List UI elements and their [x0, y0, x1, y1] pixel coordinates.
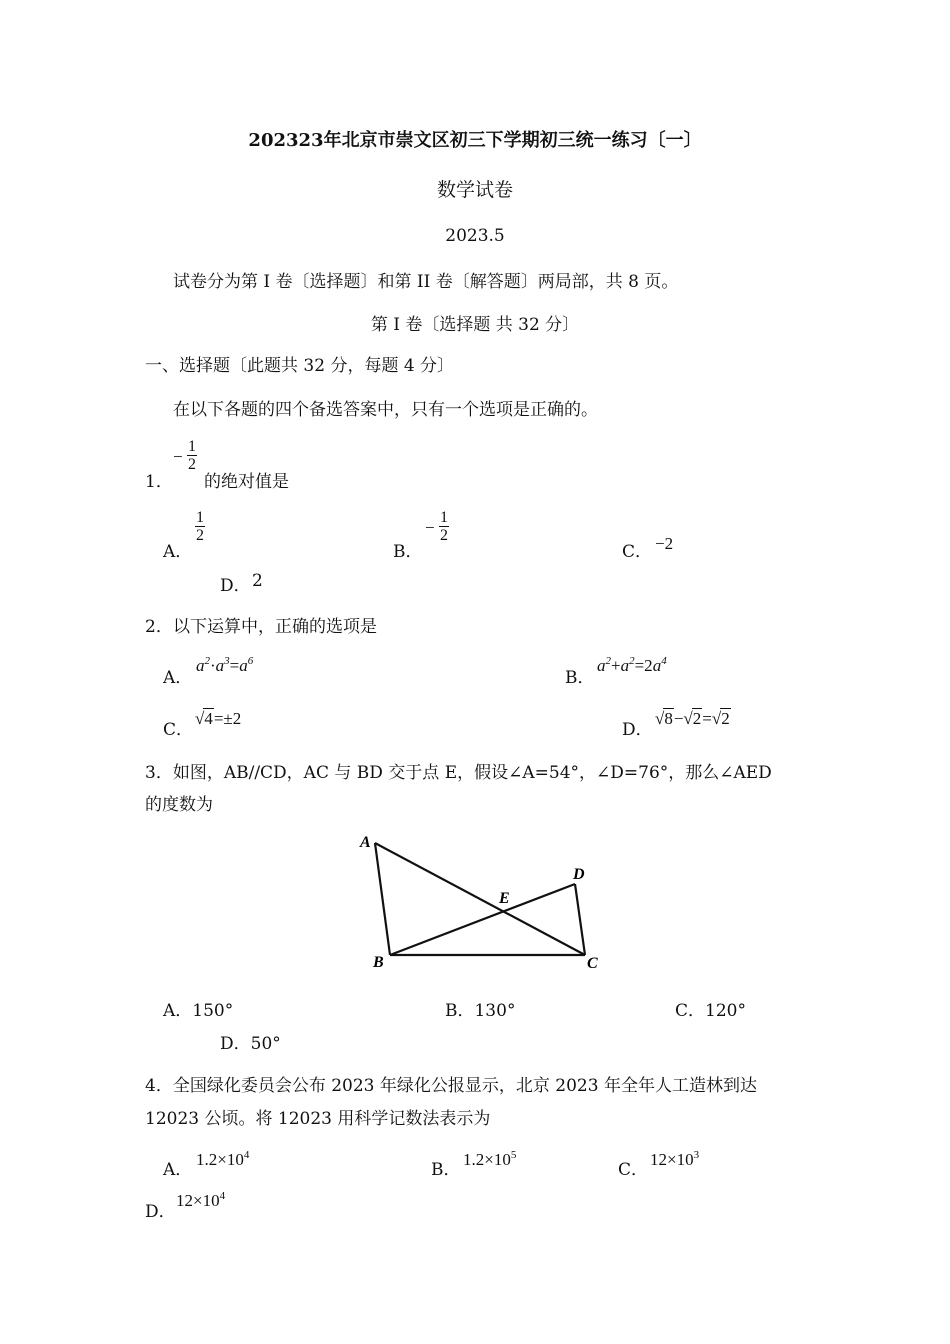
exam-date: 2023.5 — [445, 226, 505, 246]
option-a-label: A． — [163, 542, 193, 562]
option-a-fraction — [195, 509, 205, 544]
option-d-label: D． — [622, 720, 653, 740]
mantissa: 1.2×10 — [196, 1150, 244, 1169]
question-stem: 的绝对值是 — [204, 472, 289, 492]
fraction-denominator: 2 — [188, 456, 196, 473]
fraction-numerator: 1 — [196, 509, 204, 526]
option-b-formula: $a^2+a^2=2a^4$ — [597, 655, 667, 675]
fraction-denominator: 2 — [440, 527, 448, 544]
exponent: 4 — [243, 1149, 250, 1161]
mantissa: 1.2×10 — [463, 1150, 511, 1169]
label-d: D — [573, 866, 585, 883]
section-heading: 一、选择题〔此题共 32 分，每题 4 分〕 — [145, 356, 455, 376]
fraction-denominator: 2 — [196, 527, 204, 544]
question-stem-line-2: 12023 公顷。将 12023 用科学记数法表示为 — [145, 1109, 491, 1129]
option-a-label: A． — [163, 668, 193, 688]
segment-ab — [375, 843, 390, 955]
option-c-label: C． — [618, 1160, 649, 1180]
document-title: 202323年北京市崇文区初三下学期初三统一练习〔一〕 — [248, 130, 702, 151]
option-b: B．130° — [445, 1001, 516, 1021]
minus-sign: − — [173, 447, 183, 466]
option-c-label: C． — [163, 720, 194, 740]
option-d-label: D． — [145, 1202, 176, 1222]
question-stem: 以下运算中，正确的选项是 — [173, 617, 377, 637]
question-stem-line-1: 4．全国绿化委员会公布 2023 年绿化公报显示，北京 2023 年全年人工造林到达 — [145, 1076, 757, 1096]
option-d-value: 2 — [252, 571, 263, 591]
option-a-formula: $a^2\cdot a^3=a^6$ — [196, 655, 254, 675]
mantissa: 12×10 — [176, 1191, 220, 1210]
section-instruction: 在以下各题的四个备选答案中，只有一个选项是正确的。 — [173, 400, 598, 420]
option-c-label: C． — [622, 542, 653, 562]
option-a-label: A． — [163, 1160, 193, 1180]
option-b-label: B． — [431, 1160, 461, 1180]
exponent: 4 — [219, 1190, 226, 1202]
option-a: A．150° — [163, 1001, 234, 1021]
option-d-label: D． — [220, 576, 251, 596]
option-c-formula: √4=±2 — [195, 709, 242, 728]
option-b-fraction — [439, 509, 449, 544]
question-number: 2． — [145, 617, 173, 637]
option-c-value: −2 — [655, 534, 674, 553]
label-e: E — [499, 890, 510, 907]
exponent: 5 — [510, 1149, 517, 1161]
option-b-label: B． — [393, 542, 423, 562]
label-a: A — [360, 834, 371, 851]
mantissa: 12×10 — [650, 1150, 694, 1169]
option-c-value — [650, 1150, 699, 1170]
segment-dc — [575, 884, 585, 955]
question-number: 1． — [145, 472, 173, 492]
exam-intro: 试卷分为第 I 卷〔选择题〕和第 II 卷〔解答题〕两局部，共 8 页。 — [173, 272, 679, 292]
question-stem-line-1: 3．如图，AB//CD，AC 与 BD 交于点 E，假设∠A=54°，∠D=76°，那么∠AED — [145, 763, 772, 783]
document-subtitle: 数学试卷 — [436, 179, 513, 201]
option-c: C．120° — [675, 1001, 746, 1021]
geometry-figure — [355, 828, 605, 973]
label-c: C — [587, 955, 598, 972]
fraction-numerator: 1 — [188, 438, 196, 455]
option-a-value — [196, 1150, 249, 1170]
exponent: 3 — [693, 1149, 700, 1161]
minus-sign: − — [425, 518, 435, 537]
segment-bd — [390, 884, 575, 955]
fraction-minus-half — [187, 438, 197, 473]
option-b-label: B． — [565, 668, 595, 688]
question-stem-line-2: 的度数为 — [145, 795, 213, 815]
label-b: B — [373, 954, 384, 971]
option-d: D．50° — [220, 1034, 281, 1054]
option-d-value — [176, 1191, 225, 1211]
segment-ac — [375, 843, 585, 955]
option-b-value — [463, 1150, 516, 1170]
option-d-formula: √8−√2=√2 — [655, 709, 730, 728]
part-title: 第 I 卷〔选择题 共 32 分〕 — [370, 315, 580, 335]
fraction-numerator: 1 — [440, 509, 448, 526]
